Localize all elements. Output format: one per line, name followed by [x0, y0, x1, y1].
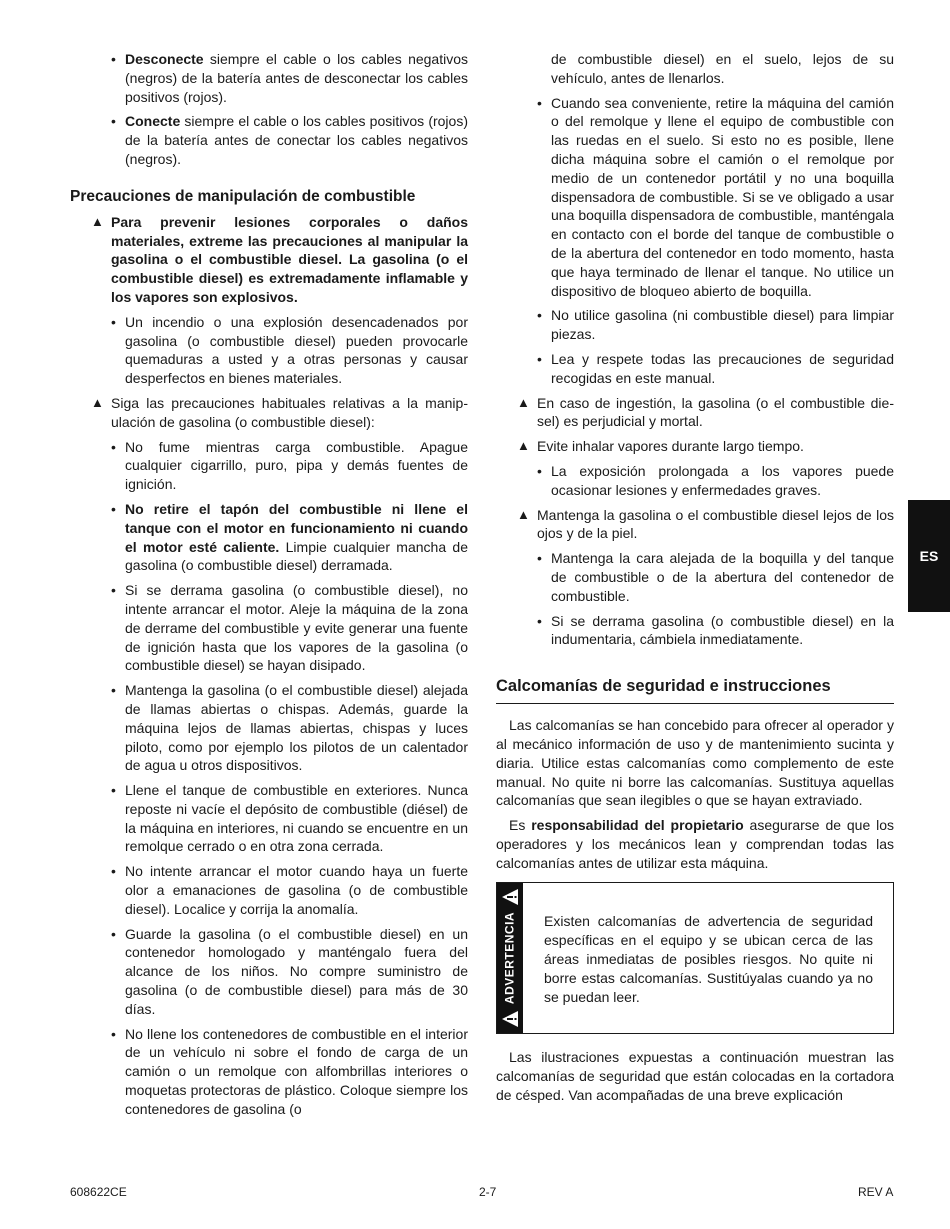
list-item: • Llene el tanque de combustible en exteriores. Nunca reposte ni vacíe el depósito de combustible (diésel) de la máquina en interiores, ni cuando se encuentre en un remolque cerrado o en otra zona cerrada.: [111, 781, 468, 856]
paragraph: Las calcomanías se han concebido para ofrecer al operador y al mecánico información de uso y de mantenimiento sucinta y diaria. Utilice estas calcomanías como complemento de este manual. No quite ni borre las calcomanías. Sustituya aquellas calcomanías que sean ilegibles o que se hayan extraviado.: [496, 717, 894, 809]
list-item: • No fume mientras carga combustible. Apague cualquier cigarrillo, puro, pipa y demás fuentes de ignición.: [111, 438, 468, 494]
warning-box: [496, 882, 894, 1034]
list-item: • Lea y respete todas las precauciones de seguridad recogidas en este manual.: [537, 350, 894, 388]
warning-triangle-icon: ▲: [91, 213, 104, 229]
list-item: • Cuando sea conveniente, retire la máquina del camión o del remolque y llene el equipo de combustible con las ruedas en el suelo. Si esto no es posible, llene dicha máquina sobre el camión o el remolque por medio de un contenedor portátil y no una boquilla dispensadora de combustible. Si se ve obligado a usar una boquilla dispensadora de combustible, manténgala en contacto con el borde del tanque de combustible o de la abertura del contenedor en todo momento, hasta que haya terminado de llenar el tanque. No utilice un dispositivo de bloqueo abierto de boquilla.: [537, 94, 894, 301]
warning-label: ADVERTENCIA: [502, 912, 517, 1005]
list-item: • Si se derrama gasolina (o combustible diesel) en la indumentaria, cámbiela inmediatamente.: [537, 612, 894, 650]
warning-triangle-icon: ▲: [517, 438, 530, 454]
list-item: • No intente arrancar el motor cuando haya un fuerte olor a emanaciones de gasolina (o de combustible diesel). Localice y corrija la anomalía.: [111, 862, 468, 918]
list-item: • Desconecte siempre el cable o los cables negativos (negros) de la batería antes de desconectar los cables positivos (rojos).: [111, 50, 468, 106]
list-item: • No llene los contenedores de combustible en el interior de un vehículo ni sobre el fondo de carga de un camión o un remolque con alfombrillas interiores o moquetas protectoras de plástico. Coloque siempre los contenedores de gasolina (o: [111, 1025, 468, 1119]
warning-bar: [497, 883, 523, 1033]
list-item: • No retire el tapón del combustible ni llene el tanque con el motor en funcionamiento ni cuando el motor esté caliente. Limpie cualquier mancha de gasolina (o combustible diesel) derramada.: [111, 500, 468, 575]
list-item: • La exposición prolongada a los vapores puede ocasionar lesiones y enfermedades graves.: [537, 462, 894, 500]
section-heading-fuel: Precauciones de manipulación de combustible: [70, 187, 416, 205]
section-heading-decals: Calcomanías de seguridad e instrucciones: [496, 677, 831, 696]
footer-revision: REV A: [858, 1185, 894, 1199]
warning-item: ▲ Siga las precauciones habituales relativas a la manipulación de gasolina (o combustible diesel):: [91, 394, 468, 430]
warning-triangle-icon: ▲: [517, 394, 530, 410]
language-tab: ES: [908, 500, 950, 612]
list-item: • Mantenga la gasolina (o el combustible diesel) alejada de llamas abiertas o chispas. Además, guarde la máquina lejos de llamas abiertas, chispas y luces piloto, como por ejemplo los pilotos de un calentador de agua u otros dispositivos.: [111, 681, 468, 775]
warning-item: ▲ En caso de ingestión, la gasolina (o el combustible diesel) es perjudicial y mortal.: [517, 394, 894, 430]
list-item: • Si se derrama gasolina (o combustible diesel), no intente arrancar el motor. Aleje la máquina de la zona de derrame del combustible y evite generar una fuente de ignición hasta que los vapores de la gasolina (o combustible diesel) se hayan disipado.: [111, 581, 468, 675]
list-item: • Guarde la gasolina (o el combustible diesel) en un contenedor homologado y manténgalo fuera del alcance de los niños. No compre suministro de gasolina (o de combustible diesel) para más de 30 días.: [111, 925, 468, 1019]
section-heading-rule: [496, 675, 894, 704]
warning-triangle-icon: [500, 1009, 520, 1029]
footer-doc-number: 608622CE: [70, 1185, 127, 1199]
right-column: [496, 50, 894, 1111]
list-item: • Mantenga la cara alejada de la boquilla y del tanque de combustible o de la abertura del contenedor de combustible.: [537, 549, 894, 605]
warning-item: ▲ Mantenga la gasolina o el combustible diesel lejos de los ojos y de la piel.: [517, 506, 894, 542]
list-item: • Conecte siempre el cable o los cables positivos (rojos) de la batería antes de conectar los cables negativos (negros).: [111, 112, 468, 168]
warning-item: ▲ Evite inhalar vapores durante largo tiempo.: [517, 438, 804, 455]
list-item: • No utilice gasolina (ni combustible diesel) para limpiar piezas.: [537, 306, 894, 344]
paragraph: Las ilustraciones expuestas a continuación muestran las calcomanías de seguridad que están colocadas en la cortadora de césped. Van acompañadas de una breve explicación: [496, 1049, 894, 1104]
warning-triangle-icon: [500, 887, 520, 907]
list-item: • Un incendio o una explosión desencadenados por gasolina (o combustible diesel) pueden provocarle quemaduras a usted y a otras personas y causar desperfectos en bienes materiales.: [111, 313, 468, 388]
list-item-continuation: de combustible diesel) en el suelo, lejos de su vehículo, antes de llenarlos.: [551, 51, 894, 86]
warning-triangle-icon: ▲: [91, 394, 104, 410]
footer-page-number: 2-7: [479, 1185, 497, 1199]
paragraph: Es responsabilidad del propietario asegurarse de que los operadores y los mecánicos lean y comprendan todas las calcomanías antes de utilizar esta máquina.: [496, 817, 895, 871]
warning-item: ▲ Para prevenir lesiones corporales o daños materiales, extreme las precauciones al manipular la gasolina o el combustible diesel. La gasolina (o el combustible diesel) es extremadamente inflamable y los vapores son explosivos.: [91, 213, 468, 305]
left-column: [70, 50, 468, 1125]
warning-box-text: Existen calcomanías de advertencia de seguridad específicas en el equipo y se ubican cerca de las áreas inmediatas de posibles riesgos. No quite ni borre estas calcomanías. Sustitúyalas cuando ya no se puedan leer.: [544, 913, 873, 1005]
warning-triangle-icon: ▲: [517, 506, 530, 522]
